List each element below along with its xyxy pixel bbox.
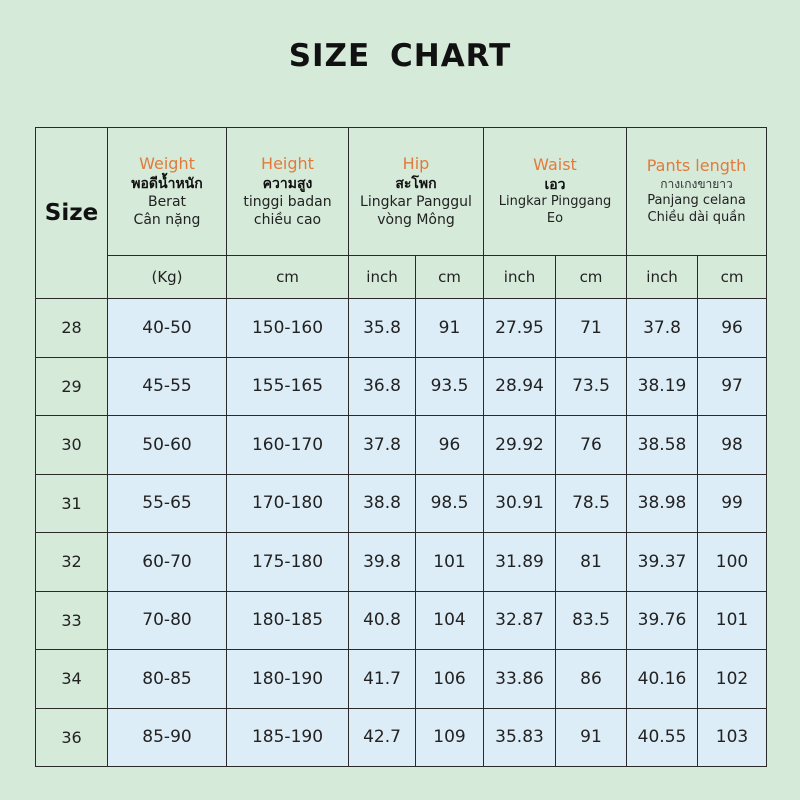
cell-hip-cm: 101 bbox=[416, 533, 484, 592]
cell-size: 30 bbox=[36, 416, 108, 475]
cell-waist-cm: 83.5 bbox=[556, 591, 627, 650]
cell-hip-cm: 104 bbox=[416, 591, 484, 650]
cell-pants-inch: 38.58 bbox=[627, 416, 698, 475]
cell-hip-inch: 37.8 bbox=[349, 416, 416, 475]
cell-weight: 85-90 bbox=[108, 708, 227, 767]
cell-waist-inch: 33.86 bbox=[484, 650, 556, 709]
cell-size: 28 bbox=[36, 299, 108, 358]
unit-pants-inch: inch bbox=[627, 256, 698, 299]
cell-height: 175-180 bbox=[227, 533, 349, 592]
header-hip-line-2: vòng Mông bbox=[377, 211, 455, 228]
cell-size: 36 bbox=[36, 708, 108, 767]
cell-weight: 55-65 bbox=[108, 474, 227, 533]
cell-weight: 50-60 bbox=[108, 416, 227, 475]
unit-waist-inch: inch bbox=[484, 256, 556, 299]
header-waist-line-2: Eo bbox=[546, 210, 564, 226]
table-row bbox=[36, 591, 767, 650]
header-height bbox=[227, 128, 349, 256]
unit-height: cm bbox=[227, 256, 349, 299]
cell-height: 170-180 bbox=[227, 474, 349, 533]
unit-pants-cm: cm bbox=[698, 256, 767, 299]
header-waist-line-1: Lingkar Pinggang bbox=[498, 194, 612, 210]
cell-pants-cm: 103 bbox=[698, 708, 767, 767]
cell-pants-cm: 96 bbox=[698, 299, 767, 358]
cell-hip-cm: 98.5 bbox=[416, 474, 484, 533]
cell-hip-inch: 38.8 bbox=[349, 474, 416, 533]
cell-weight: 45-55 bbox=[108, 357, 227, 416]
cell-pants-inch: 39.37 bbox=[627, 533, 698, 592]
cell-hip-cm: 93.5 bbox=[416, 357, 484, 416]
header-height-line-1: tinggi badan bbox=[243, 193, 332, 210]
cell-hip-inch: 41.7 bbox=[349, 650, 416, 709]
table-row bbox=[36, 708, 767, 767]
header-size: Size bbox=[36, 128, 108, 299]
cell-hip-inch: 36.8 bbox=[349, 357, 416, 416]
cell-pants-inch: 40.55 bbox=[627, 708, 698, 767]
cell-hip-inch: 42.7 bbox=[349, 708, 416, 767]
cell-waist-cm: 76 bbox=[556, 416, 627, 475]
table-row bbox=[36, 650, 767, 709]
cell-weight: 80-85 bbox=[108, 650, 227, 709]
cell-waist-inch: 28.94 bbox=[484, 357, 556, 416]
cell-size: 31 bbox=[36, 474, 108, 533]
unit-row bbox=[36, 256, 767, 299]
cell-waist-inch: 30.91 bbox=[484, 474, 556, 533]
header-height-en: Height bbox=[261, 153, 314, 173]
unit-hip-cm: cm bbox=[416, 256, 484, 299]
header-weight-en: Weight bbox=[139, 153, 195, 173]
cell-height: 150-160 bbox=[227, 299, 349, 358]
table-row bbox=[36, 416, 767, 475]
cell-pants-cm: 100 bbox=[698, 533, 767, 592]
cell-hip-cm: 109 bbox=[416, 708, 484, 767]
cell-size: 32 bbox=[36, 533, 108, 592]
cell-waist-inch: 31.89 bbox=[484, 533, 556, 592]
cell-hip-cm: 106 bbox=[416, 650, 484, 709]
header-hip bbox=[349, 128, 484, 256]
header-pants-th: กางเกงขายาว bbox=[660, 177, 733, 192]
table-row bbox=[36, 357, 767, 416]
cell-height: 155-165 bbox=[227, 357, 349, 416]
header-pants-length bbox=[627, 128, 767, 256]
cell-waist-cm: 73.5 bbox=[556, 357, 627, 416]
cell-pants-cm: 101 bbox=[698, 591, 767, 650]
cell-hip-cm: 91 bbox=[416, 299, 484, 358]
cell-pants-inch: 40.16 bbox=[627, 650, 698, 709]
header-weight-th: พอดีน้ำหนัก bbox=[131, 175, 203, 192]
cell-waist-cm: 91 bbox=[556, 708, 627, 767]
header-weight bbox=[108, 128, 227, 256]
header-waist bbox=[484, 128, 627, 256]
cell-pants-inch: 39.76 bbox=[627, 591, 698, 650]
cell-height: 180-185 bbox=[227, 591, 349, 650]
cell-pants-inch: 37.8 bbox=[627, 299, 698, 358]
cell-hip-inch: 39.8 bbox=[349, 533, 416, 592]
page-title: SIZE CHART bbox=[288, 38, 512, 74]
cell-weight: 70-80 bbox=[108, 591, 227, 650]
cell-weight: 60-70 bbox=[108, 533, 227, 592]
unit-hip-inch: inch bbox=[349, 256, 416, 299]
cell-hip-cm: 96 bbox=[416, 416, 484, 475]
header-pants-line-2: Chiều dài quần bbox=[647, 209, 746, 225]
cell-waist-inch: 29.92 bbox=[484, 416, 556, 475]
table-row bbox=[36, 299, 767, 358]
header-weight-line-1: Berat bbox=[147, 193, 187, 210]
header-hip-line-1: Lingkar Panggul bbox=[360, 193, 472, 210]
cell-waist-inch: 35.83 bbox=[484, 708, 556, 767]
cell-waist-inch: 32.87 bbox=[484, 591, 556, 650]
table-row bbox=[36, 474, 767, 533]
header-pants-en: Pants length bbox=[646, 156, 747, 176]
header-hip-en: Hip bbox=[402, 153, 430, 173]
cell-waist-cm: 86 bbox=[556, 650, 627, 709]
cell-pants-cm: 98 bbox=[698, 416, 767, 475]
header-weight-line-2: Cân nặng bbox=[133, 211, 201, 228]
header-height-line-2: chiều cao bbox=[253, 211, 322, 228]
cell-waist-cm: 81 bbox=[556, 533, 627, 592]
header-waist-en: Waist bbox=[533, 155, 577, 175]
header-hip-th: สะโพก bbox=[395, 175, 437, 192]
table-row bbox=[36, 533, 767, 592]
cell-pants-inch: 38.19 bbox=[627, 357, 698, 416]
header-height-th: ความสูง bbox=[262, 175, 313, 192]
size-chart-table bbox=[35, 127, 767, 767]
unit-waist-cm: cm bbox=[556, 256, 627, 299]
cell-hip-inch: 35.8 bbox=[349, 299, 416, 358]
cell-hip-inch: 40.8 bbox=[349, 591, 416, 650]
cell-pants-cm: 97 bbox=[698, 357, 767, 416]
cell-waist-inch: 27.95 bbox=[484, 299, 556, 358]
cell-pants-inch: 38.98 bbox=[627, 474, 698, 533]
unit-weight: (Kg) bbox=[108, 256, 227, 299]
cell-height: 185-190 bbox=[227, 708, 349, 767]
cell-height: 180-190 bbox=[227, 650, 349, 709]
cell-size: 29 bbox=[36, 357, 108, 416]
header-row bbox=[36, 128, 767, 256]
cell-waist-cm: 71 bbox=[556, 299, 627, 358]
cell-weight: 40-50 bbox=[108, 299, 227, 358]
header-waist-th: เอว bbox=[544, 176, 566, 193]
cell-size: 33 bbox=[36, 591, 108, 650]
cell-size: 34 bbox=[36, 650, 108, 709]
cell-waist-cm: 78.5 bbox=[556, 474, 627, 533]
cell-height: 160-170 bbox=[227, 416, 349, 475]
header-pants-line-1: Panjang celana bbox=[647, 192, 746, 208]
cell-pants-cm: 102 bbox=[698, 650, 767, 709]
cell-pants-cm: 99 bbox=[698, 474, 767, 533]
